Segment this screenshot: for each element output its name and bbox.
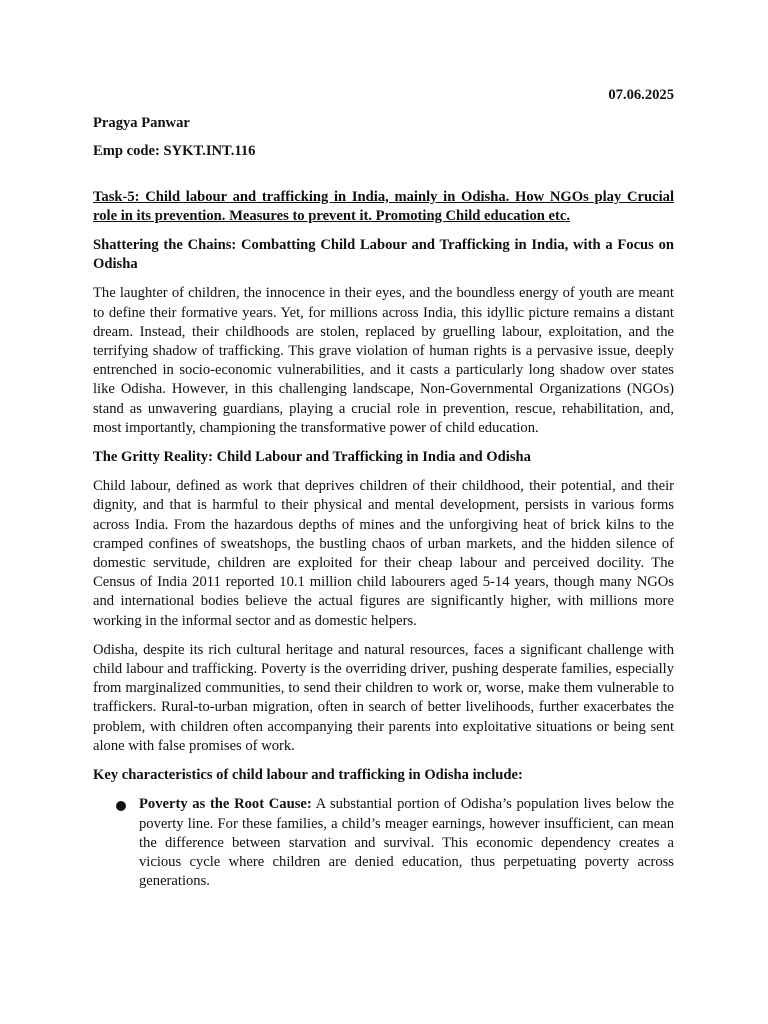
main-heading: Shattering the Chains: Combatting Child Labour and Trafficking in India, with a Focus on Odisha: [93, 237, 674, 273]
characteristics-list: [93, 795, 674, 891]
paragraph-odisha: Odisha, despite its rich cultural heritage and natural resources, faces a significant challenge with child labour and trafficking. Poverty is the overriding driver, pushing desperate families, especially from marginalized communities, to send their children to work or, worse, make them vulnerable to traffickers. Rural-to-urban migration, often in search of better livelihoods, further exacerbates the problem, with children often accompanying their parents into exploitative situations or being sent alone with false promises of work.: [93, 641, 674, 754]
document-date: 07.06.2025: [608, 87, 674, 103]
task-title: Task-5: Child labour and trafficking in India, mainly in Odisha. How NGOs play Crucial role in its prevention. Measures to prevent it. Promoting Child education etc.: [93, 188, 674, 224]
section-heading: The Gritty Reality: Child Labour and Trafficking in India and Odisha: [93, 449, 531, 466]
author-name: Pragya Panwar: [93, 115, 190, 132]
list-heading: Key characteristics of child labour and trafficking in Odisha include:: [93, 767, 523, 784]
bullet-text: A substantial portion of Odisha’s population lives below the poverty line. For these families, a child’s meager earnings, however insufficient, can mean the difference between starvation and survival. This economic dependency creates a vicious cycle where children are denied education, thus perpetuating poverty across generations.: [139, 796, 675, 890]
document-page: [93, 86, 674, 891]
employee-code: Emp code: SYKT.INT.116: [93, 143, 256, 160]
intro-paragraph: The laughter of children, the innocence in their eyes, and the boundless energy of youth are meant to define their formative years. Yet, for millions across India, this idyllic picture remains a distant dream. Instead, their childhoods are stolen, replaced by gruelling labour, exploitation, and the terrifying shadow of trafficking. This grave violation of human rights is a pervasive issue, deeply entrenched in socio-economic vulnerabilities, and it casts a particularly long shadow over states like Odisha. However, in this challenging landscape, Non-Governmental Organizations (NGOs) stand as unwavering guardians, playing a crucial role in prevention, rescue, rehabilitation, and, most importantly, championing the transformative power of child education.: [93, 285, 674, 436]
paragraph-child-labour-india: Child labour, defined as work that deprives children of their childhood, their potential, and their dignity, and that is harmful to their physical and mental development, persists in various forms across India. From the hazardous depths of mines and the unforgiving heat of brick kilns to the cramped confines of sweatshops, the bustling chaos of urban markets, and the hidden silence of domestic servitude, children are exploited for their cheap labour and perceived docility. The Census of India 2011 reported 10.1 million child labourers aged 5-14 years, though many NGOs and international bodies believe the actual figures are significantly higher, with millions more working in the informal sector and as domestic helpers.: [93, 478, 674, 629]
list-item: [93, 795, 674, 891]
bullet-title: Poverty as the Root Cause:: [139, 796, 312, 813]
bullet-icon: [116, 801, 126, 811]
